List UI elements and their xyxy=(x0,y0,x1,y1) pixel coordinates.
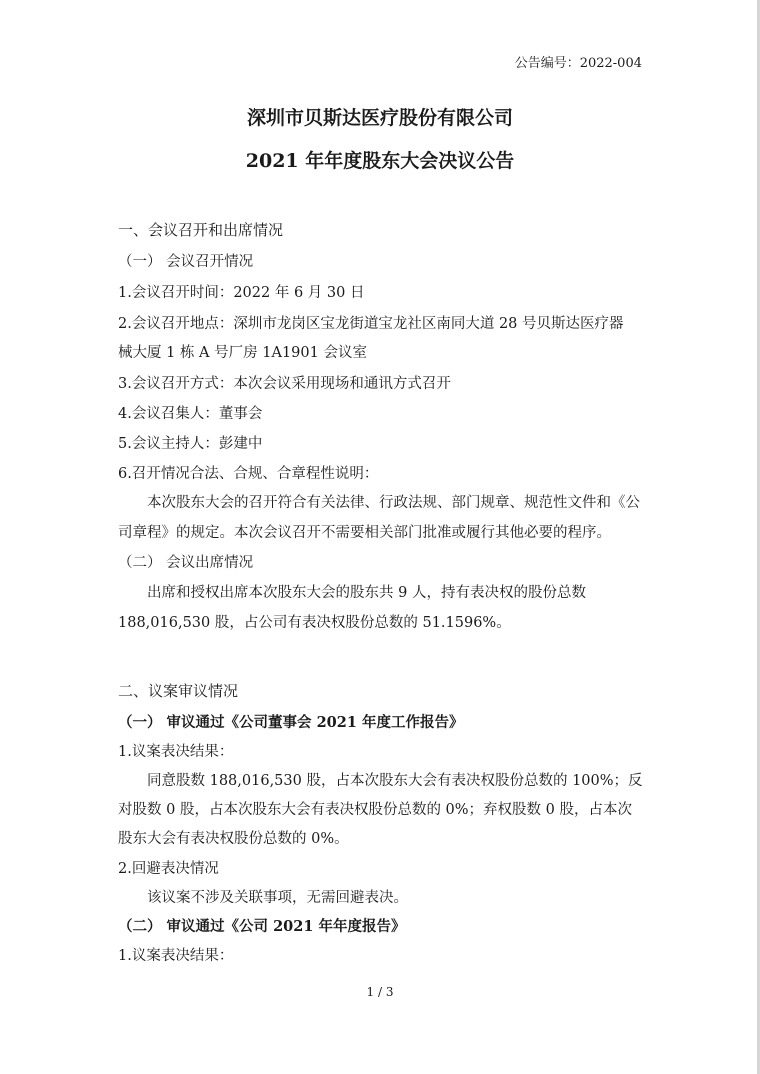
vote-result-cont: 股东大会有表决权股份总数的 0%。 xyxy=(118,831,349,847)
page-number: 1 / 3 xyxy=(366,985,394,999)
attendance-text: 出席和授权出席本次股东大会的股东共 9 人，持有表决权的股份总数 xyxy=(147,585,586,601)
attendance-text-cont: 188,016,530 股，占公司有表决权股份总数的 51.1596%。 xyxy=(118,615,511,631)
vote-result-cont: 对股数 0 股，占本次股东大会有表决权股份总数的 0%；弃权股数 0 股，占本次 xyxy=(118,802,632,818)
meeting-convener: 4.会议召集人：董事会 xyxy=(118,406,263,422)
legality-text: 本次股东大会的召开符合有关法律、行政法规、部门规章、规范性文件和《公 xyxy=(147,495,640,511)
legality-text-cont: 司章程》的规定。本次会议召开不需要相关部门批准或履行其他必要的程序。 xyxy=(118,525,611,541)
meeting-location: 2.会议召开地点：深圳市龙岗区宝龙街道宝龙社区南同大道 28 号贝斯达医疗器 xyxy=(118,316,624,332)
proposal-title: （一） 审议通过《公司董事会 2021 年度工作报告》 xyxy=(118,714,464,731)
vote-heading: 1.议案表决结果： xyxy=(118,744,234,760)
section-heading: 二、议案审议情况 xyxy=(118,682,239,700)
meeting-location-cont: 械大厦 1 栋 A 号厂房 1A1901 会议室 xyxy=(118,345,367,361)
vote-heading: 1.议案表决结果： xyxy=(118,948,234,964)
avoidance-heading: 2.回避表决情况 xyxy=(118,861,219,877)
proposal-title: （二） 审议通过《公司 2021 年年度报告》 xyxy=(118,918,406,935)
notice-number: 公告编号：2022-004 xyxy=(514,56,642,71)
vote-result: 同意股数 188,016,530 股，占本次股东大会有表决权股份总数的 100%；反 xyxy=(147,773,643,789)
meeting-host: 5.会议主持人：彭建中 xyxy=(118,436,263,452)
meeting-time: 1.会议召开时间：2022 年 6 月 30 日 xyxy=(118,285,365,301)
subsection-heading: （二） 会议出席情况 xyxy=(118,555,254,571)
document-title: 2021 年年度股东大会决议公告 xyxy=(245,150,515,172)
subsection-heading: （一） 会议召开情况 xyxy=(118,254,254,270)
section-heading: 一、会议召开和出席情况 xyxy=(118,221,284,239)
company-title: 深圳市贝斯达医疗股份有限公司 xyxy=(246,107,513,129)
legality-heading: 6.召开情况合法、合规、合章程性说明： xyxy=(118,466,379,482)
avoidance-text: 该议案不涉及关联事项，无需回避表决。 xyxy=(147,890,408,906)
meeting-method: 3.会议召开方式：本次会议采用现场和通讯方式召开 xyxy=(118,376,451,392)
